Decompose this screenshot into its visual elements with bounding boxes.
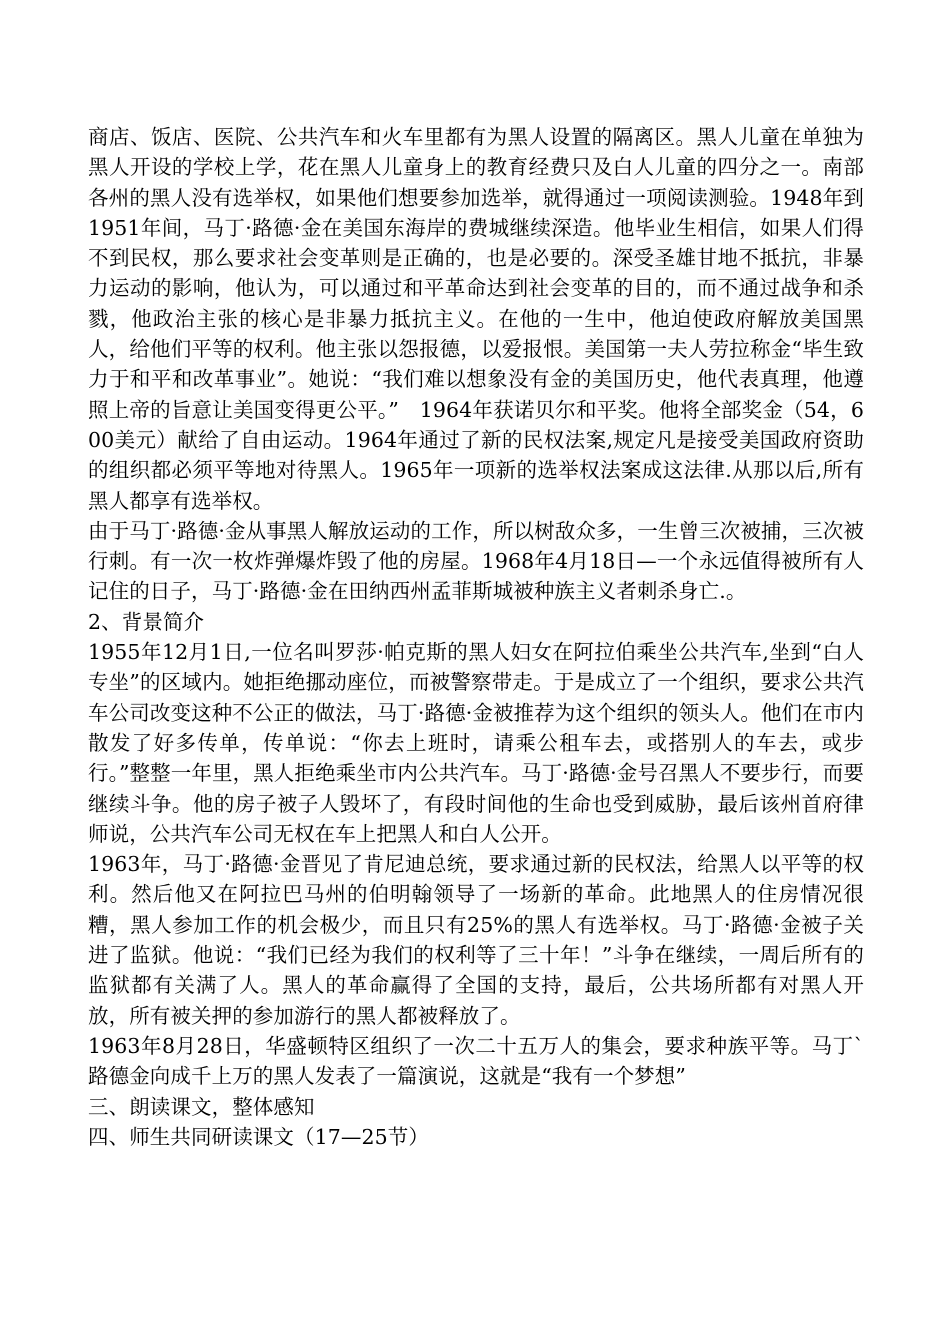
- document-body: [88, 122, 864, 1152]
- paragraph-birmingham: 1963年，马丁·路德·金晋见了肯尼迪总统，要求通过新的民权法，给黑人以平等的权利。然后他又在阿拉巴马州的伯明翰领导了一场新的革命。此地黑人的住房情况很糟，黑人参加工作的机会极少，而且只有25%的黑人有选举权。马丁·路德·金被子关进了监狱。他说：“我们已经为我们的权利等了三十年！”斗争在继续，一周后所有的监狱都有关满了人。黑人的革命赢得了全国的支持，最后，公共场所都有对黑人开放，所有被关押的参加游行的黑人都被释放了。: [88, 852, 864, 1028]
- section-heading-reading: 三、朗读课文，整体感知: [88, 1094, 315, 1119]
- paragraph-arrests-assassination: 由于马丁·路德·金从事黑人解放运动的工作，所以树敌众多，一生曾三次被捕，三次被行刺。有一次一枚炸弹爆炸毁了他的房屋。1968年4月18日—一个永远值得被所有人记住的日子，马丁·路德·金在田纳西州孟菲斯城被种族主义者刺杀身亡.。: [88, 518, 864, 604]
- paragraph-segregation-history: 商店、饭店、医院、公共汽车和火车里都有为黑人设置的隔离区。黑人儿童在单独为黑人开设的学校上学，花在黑人儿童身上的教育经费只及白人儿童的四分之一。南部各州的黑人没有选举权，如果他们想要参加选举，就得通过一项阅读测验。1948年到1951年间，马丁·路德·金在美国东海岸的费城继续深造。他毕业生相信，如果人们得不到民权，那么要求社会变革则是正确的，也是必要的。深受圣雄甘地不抵抗，非暴力运动的影响，他认为，可以通过和平革命达到社会变革的目的，而不通过战争和杀戮，他政治主张的核心是非暴力抵抗主义。在他的一生中，他迫使政府解放美国黑人，给他们平等的权利。他主张以怨报德，以爱报恨。美国第一夫人劳拉称金“毕生致力于和平和改革事业”。她说：“我们难以想象没有金的美国历史，他代表真理，他遵照上帝的旨意让美国变得更公平。” 1964年获诺贝尔和平奖。他将全部奖金（54，600美元）献给了自由运动。1964年通过了新的民权法案,规定凡是接受美国政府资助的组织都必须平等地对待黑人。1965年一项新的选举权法案成这法律.从那以后,所有黑人都享有选举权。: [88, 125, 864, 513]
- paragraph-march-on-washington: 1963年8月28日，华盛顿特区组织了一次二十五万人的集会，要求种族平等。马丁`路德金向成千上万的黑人发表了一篇演说，这就是“我有一个梦想”: [88, 1033, 864, 1089]
- section-heading-study: 四、师生共同研读课文（17—25节）: [88, 1124, 429, 1149]
- section-heading-background: 2、背景简介: [88, 609, 205, 634]
- paragraph-bus-boycott: 1955年12月1日,一位名叫罗莎·帕克斯的黑人妇女在阿拉伯乘坐公共汽车,坐到“白人专坐”的区域内。她拒绝挪动座位，而被警察带走。于是成立了一个组织，要求公共汽车公司改变这种不公正的做法，马丁·路德·金被推荐为这个组织的领头人。他们在市内散发了好多传单，传单说：“你去上班时，请乘公租车去，或搭别人的车去，或步行。”整整一年里，黑人拒绝乘坐市内公共汽车。马丁·路德·金号召黑人不要步行，而要继续斗争。他的房子被子人毁坏了，有段时间他的生命也受到威胁，最后该州首府律师说，公共汽车公司无权在车上把黑人和白人公开。: [88, 640, 864, 846]
